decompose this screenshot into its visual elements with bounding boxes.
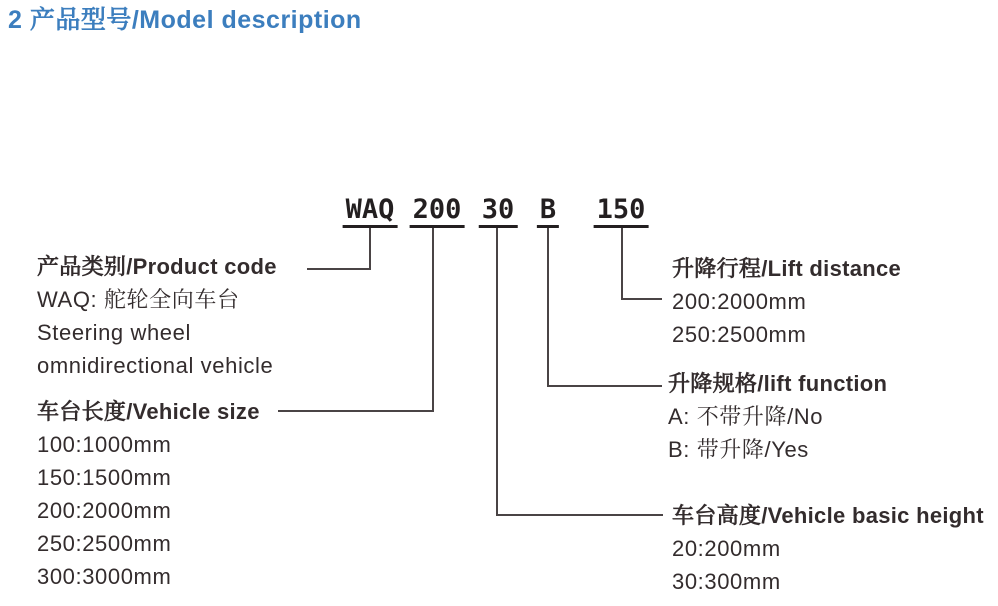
section-lift-function-line: B: 带升降/Yes xyxy=(668,437,809,462)
model-code-segment-lift-function: B xyxy=(537,196,559,228)
section-vehicle-size-line: 300:3000mm xyxy=(37,564,172,589)
section-product-code-title: 产品类别/Product code xyxy=(37,254,277,279)
model-code-segment-product: WAQ xyxy=(343,196,398,228)
section-product-code-line: omnidirectional vehicle xyxy=(37,353,274,378)
section-vehicle-size-line: 150:1500mm xyxy=(37,465,172,490)
section-lift-function-title: 升降规格/lift function xyxy=(668,371,888,396)
section-vehicle-size-line: 200:2000mm xyxy=(37,498,172,523)
section-vehicle-size-line: 250:2500mm xyxy=(37,531,172,556)
model-code-segment-height: 30 xyxy=(479,196,518,228)
model-code-segment-lift-distance: 150 xyxy=(594,196,649,228)
section-product-code xyxy=(37,250,277,382)
connector-lift-distance xyxy=(622,227,662,299)
model-code-segment-size: 200 xyxy=(410,196,465,228)
section-product-code-line: Steering wheel xyxy=(37,320,191,345)
connector-vehicle-height xyxy=(497,227,663,515)
section-lift-distance-line: 200:2000mm xyxy=(672,289,807,314)
section-vehicle-size xyxy=(37,395,260,593)
section-lift-distance xyxy=(672,252,901,351)
section-vehicle-height-line: 20:200mm xyxy=(672,536,781,561)
section-lift-function xyxy=(668,367,887,466)
section-vehicle-height xyxy=(672,499,984,598)
connector-product-code xyxy=(307,227,370,269)
connector-vehicle-size xyxy=(278,227,433,411)
section-lift-function-line: A: 不带升降/No xyxy=(668,404,824,429)
section-product-code-line: WAQ: 舵轮全向车台 xyxy=(37,287,240,312)
section-vehicle-height-line: 30:300mm xyxy=(672,569,781,594)
section-lift-distance-title: 升降行程/Lift distance xyxy=(672,256,902,281)
section-vehicle-size-line: 100:1000mm xyxy=(37,432,172,457)
section-vehicle-height-title: 车台高度/Vehicle basic height xyxy=(672,503,984,528)
section-vehicle-size-title: 车台长度/Vehicle size xyxy=(37,399,260,424)
connector-lift-function xyxy=(548,227,662,386)
page-title: 2 产品型号/Model description xyxy=(8,6,362,34)
section-lift-distance-line: 250:2500mm xyxy=(672,322,807,347)
